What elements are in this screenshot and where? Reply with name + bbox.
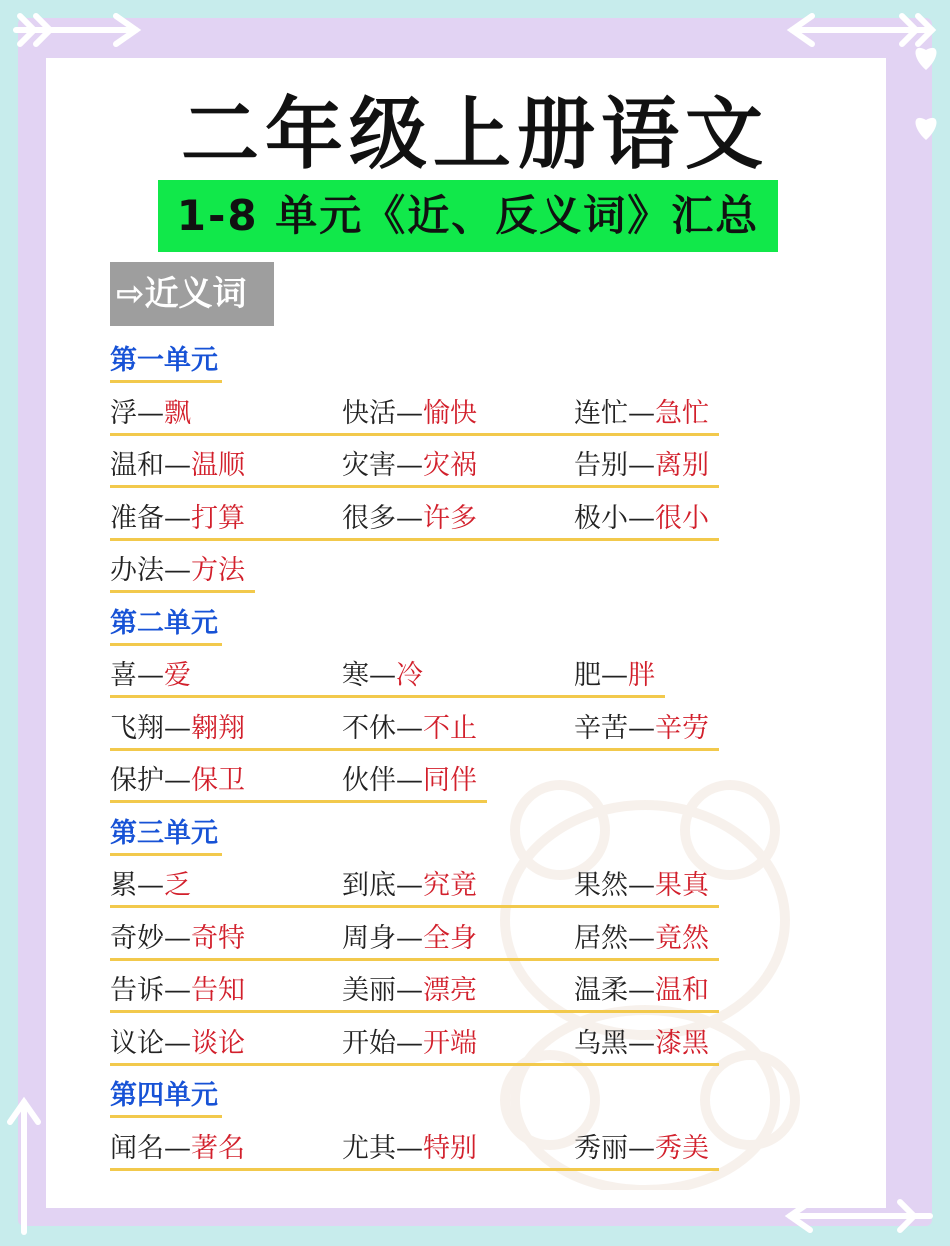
synonym-pair (342, 972, 477, 1010)
word: 伙伴 (342, 765, 396, 796)
word: 肥 (574, 660, 601, 691)
word: 保护 (110, 765, 164, 796)
dash-separator: — (396, 712, 423, 744)
synonym-pair (110, 1130, 245, 1168)
synonym-word: 全身 (423, 922, 477, 954)
synonym-word: 漆黑 (655, 1027, 709, 1059)
synonym-pair (110, 552, 245, 590)
dash-separator: — (628, 1132, 655, 1164)
row-underline (110, 1063, 719, 1066)
synonym-word: 不止 (423, 712, 477, 744)
row-underline (110, 748, 719, 751)
word: 灾害 (342, 450, 396, 481)
dash-separator: — (164, 502, 191, 534)
unit-heading: 第二单元 (110, 605, 222, 646)
word: 很多 (342, 502, 396, 534)
synonym-word: 冷 (396, 660, 423, 691)
dash-separator: — (396, 765, 423, 796)
word: 美丽 (342, 975, 396, 1006)
synonym-pair (342, 447, 477, 485)
synonym-word: 奇特 (191, 922, 245, 954)
synonym-pair (574, 920, 709, 958)
synonym-pair (342, 1130, 477, 1168)
dash-separator: — (628, 922, 655, 954)
word: 乌黑 (574, 1027, 628, 1059)
dash-separator: — (164, 712, 191, 744)
word: 秀丽 (574, 1132, 628, 1164)
dash-separator: — (396, 975, 423, 1006)
synonym-word: 爱 (164, 660, 191, 691)
word: 告诉 (110, 975, 164, 1006)
synonym-word: 打算 (191, 502, 245, 534)
synonym-pair (110, 920, 245, 958)
synonym-pair (110, 500, 245, 538)
arrow-decoration-icon (6, 10, 146, 50)
synonym-word: 飘 (164, 397, 191, 429)
word: 不休 (342, 712, 396, 744)
synonym-pair (110, 710, 245, 748)
synonym-word: 漂亮 (423, 975, 477, 1006)
synonym-pair (574, 657, 655, 695)
synonym-word: 辛劳 (655, 712, 709, 744)
synonym-word: 竟然 (655, 922, 709, 954)
synonym-pair (110, 395, 191, 433)
synonym-word: 告知 (191, 975, 245, 1006)
unit-heading: 第三单元 (110, 815, 222, 856)
synonym-pair (110, 867, 191, 905)
synonym-pair (342, 1025, 477, 1063)
word: 奇妙 (110, 922, 164, 954)
dash-separator: — (628, 502, 655, 534)
row-underline (110, 433, 719, 436)
synonym-word: 温顺 (191, 450, 245, 481)
synonym-pair (342, 657, 423, 695)
word: 尤其 (342, 1132, 396, 1164)
synonym-word: 急忙 (655, 397, 709, 429)
row-underline (110, 590, 255, 593)
dash-separator: — (396, 1132, 423, 1164)
dash-separator: — (164, 1132, 191, 1164)
synonym-pair (342, 395, 477, 433)
synonym-pair (574, 447, 709, 485)
synonym-pair (342, 762, 477, 800)
word: 温和 (110, 450, 164, 481)
synonym-word: 保卫 (191, 765, 245, 796)
dash-separator: — (164, 765, 191, 796)
synonym-pair (342, 710, 477, 748)
synonym-pair (574, 1025, 709, 1063)
dash-separator: — (369, 660, 396, 691)
word: 闻名 (110, 1132, 164, 1164)
word: 辛苦 (574, 712, 628, 744)
word: 飞翔 (110, 712, 164, 744)
section-tag-synonyms: ⇨近义词 (110, 262, 274, 326)
synonym-pair (110, 657, 191, 695)
synonym-pair (574, 710, 709, 748)
word: 准备 (110, 502, 164, 534)
row-underline (110, 905, 719, 908)
dash-separator: — (396, 502, 423, 534)
synonym-word: 秀美 (655, 1132, 709, 1164)
synonym-pair (110, 762, 245, 800)
synonym-word: 很小 (655, 502, 709, 534)
synonym-word: 乏 (164, 870, 191, 901)
word: 到底 (342, 870, 396, 901)
row-underline (110, 800, 487, 803)
row-underline (110, 485, 719, 488)
dash-separator: — (628, 712, 655, 744)
synonym-word: 许多 (423, 502, 477, 534)
synonym-word: 方法 (191, 555, 245, 586)
word: 果然 (574, 870, 628, 901)
word: 极小 (574, 502, 628, 534)
dash-separator: — (137, 870, 164, 901)
word: 办法 (110, 555, 164, 586)
row-underline (110, 1168, 719, 1171)
dash-separator: — (628, 870, 655, 901)
word: 累 (110, 870, 137, 901)
synonym-pair (110, 972, 245, 1010)
unit-heading: 第四单元 (110, 1077, 222, 1118)
row-underline (110, 538, 719, 541)
dash-separator: — (164, 555, 191, 586)
dash-separator: — (164, 975, 191, 1006)
page-title: 二年级上册语文 (180, 90, 769, 180)
synonym-pair (574, 395, 709, 433)
word: 浮 (110, 397, 137, 429)
word: 议论 (110, 1027, 164, 1059)
row-underline (110, 1010, 719, 1013)
dash-separator: — (164, 1027, 191, 1059)
dash-separator: — (164, 450, 191, 481)
dash-separator: — (628, 1027, 655, 1059)
dash-separator: — (164, 922, 191, 954)
word: 开始 (342, 1027, 396, 1059)
synonym-word: 特别 (423, 1132, 477, 1164)
dash-separator: — (137, 660, 164, 691)
dash-separator: — (396, 870, 423, 901)
synonym-word: 愉快 (423, 397, 477, 429)
synonym-word: 离别 (655, 450, 709, 481)
row-underline (110, 958, 719, 961)
synonym-pair (342, 920, 477, 958)
word: 喜 (110, 660, 137, 691)
word: 居然 (574, 922, 628, 954)
synonym-word: 胖 (628, 660, 655, 691)
dash-separator: — (137, 397, 164, 429)
synonym-word: 翱翔 (191, 712, 245, 744)
synonym-word: 著名 (191, 1132, 245, 1164)
synonym-word: 温和 (655, 975, 709, 1006)
word: 连忙 (574, 397, 628, 429)
dash-separator: — (601, 660, 628, 691)
synonym-pair (574, 500, 709, 538)
dash-separator: — (628, 975, 655, 1006)
synonym-pair (342, 867, 477, 905)
dash-separator: — (396, 1027, 423, 1059)
synonym-word: 果真 (655, 870, 709, 901)
synonym-pair (110, 1025, 245, 1063)
synonym-word: 开端 (423, 1027, 477, 1059)
synonym-pair (574, 972, 709, 1010)
synonym-word: 同伴 (423, 765, 477, 796)
synonym-word: 灾祸 (423, 450, 477, 481)
unit-heading: 第一单元 (110, 342, 222, 383)
synonym-pair (574, 867, 709, 905)
synonym-pair (110, 447, 245, 485)
row-underline (110, 695, 665, 698)
synonym-pair (574, 1130, 709, 1168)
dash-separator: — (628, 397, 655, 429)
word: 寒 (342, 660, 369, 691)
word: 温柔 (574, 975, 628, 1006)
synonym-pair (342, 500, 477, 538)
dash-separator: — (396, 397, 423, 429)
arrow-decoration-icon (780, 1196, 940, 1236)
synonym-word: 谈论 (191, 1027, 245, 1059)
dash-separator: — (628, 450, 655, 481)
dash-separator: — (396, 922, 423, 954)
dash-separator: — (396, 450, 423, 481)
page-subtitle: 1-8 单元《近、反义词》汇总 (158, 180, 778, 252)
word: 告别 (574, 450, 628, 481)
word: 快活 (342, 397, 396, 429)
word: 周身 (342, 922, 396, 954)
arrow-decoration-icon (4, 1092, 44, 1242)
synonym-word: 究竟 (423, 870, 477, 901)
